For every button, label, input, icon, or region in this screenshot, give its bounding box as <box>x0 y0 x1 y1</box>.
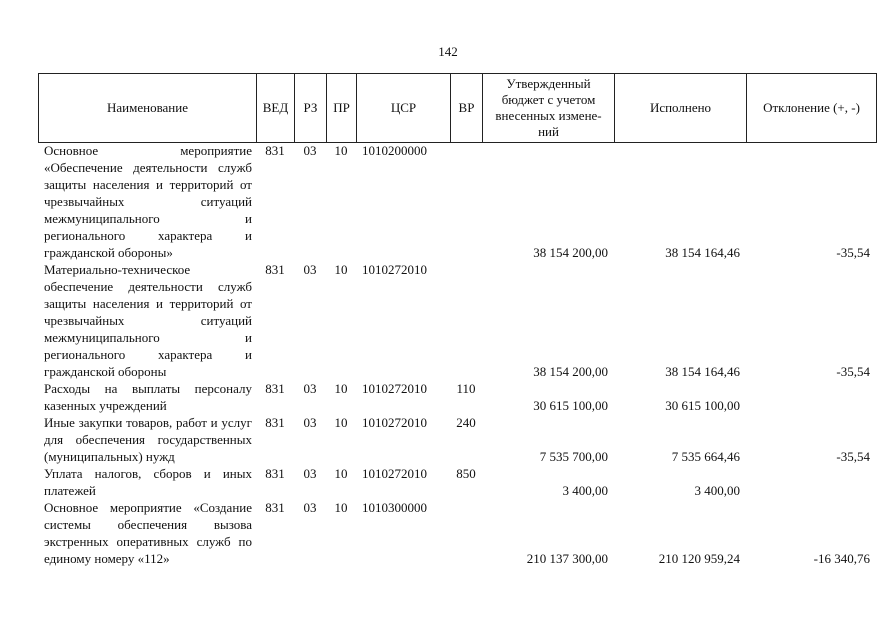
row-name: Основное мероприятие «Создание системы обеспечения вызова экстренных оперативных служб по единому номеру «112» <box>44 500 252 566</box>
header-ved: ВЕД <box>257 74 295 143</box>
row-name: Уплата налогов, сборов и иных платежей <box>44 466 252 498</box>
row-ved: 831 <box>265 500 285 515</box>
row-deviation: -16 340,76 <box>813 551 870 566</box>
row-pr: 10 <box>334 381 348 396</box>
row-approved: 38 154 200,00 <box>533 364 608 379</box>
table-row <box>38 499 876 567</box>
row-deviation: -35,54 <box>836 449 870 464</box>
table-header <box>38 73 877 143</box>
row-executed: 38 154 164,46 <box>665 364 740 379</box>
table-row <box>38 261 876 380</box>
row-executed: 3 400,00 <box>694 483 740 498</box>
row-csr: 1010300000 <box>362 500 427 515</box>
table-row <box>38 142 876 261</box>
row-approved: 3 400,00 <box>562 483 608 498</box>
row-rz: 03 <box>303 415 317 430</box>
row-deviation <box>746 465 876 499</box>
row-name: Материально-техническое обеспечение деятельности служб защиты населения и территорий от чрезвычайных ситуаций межмуниципального и регионального характера и гражданской обороны <box>44 262 252 379</box>
row-executed: 38 154 164,46 <box>665 245 740 260</box>
row-pr: 10 <box>334 466 348 481</box>
row-rz: 03 <box>303 143 317 158</box>
row-approved: 7 535 700,00 <box>539 449 608 464</box>
row-csr: 1010272010 <box>362 262 427 277</box>
row-name: Расходы на выплаты персоналу казенных учреждений <box>44 381 252 413</box>
header-executed: Исполнено <box>615 74 747 143</box>
row-vr <box>450 499 482 567</box>
row-rz: 03 <box>303 262 317 277</box>
row-deviation: -35,54 <box>836 364 870 379</box>
table-row <box>38 414 876 465</box>
row-approved: 38 154 200,00 <box>533 245 608 260</box>
header-rz: РЗ <box>295 74 327 143</box>
row-name: Основное мероприятие «Обеспечение деятельности служб защиты населения и территорий от чрезвычайных ситуаций межмуниципального и регионального характера и гражданской обороны» <box>44 143 252 260</box>
header-deviation: Отклонение (+, -) <box>747 74 877 143</box>
row-rz: 03 <box>303 381 317 396</box>
row-pr: 10 <box>334 500 348 515</box>
header-approved: Утвержденный бюджет с учетом внесенных измене-ний <box>483 74 615 143</box>
row-ved: 831 <box>265 466 285 481</box>
header-csr: ЦСР <box>357 74 451 143</box>
row-vr: 240 <box>456 415 476 430</box>
row-ved: 831 <box>265 262 285 277</box>
row-pr: 10 <box>334 143 348 158</box>
header-pr: ПР <box>327 74 357 143</box>
row-csr: 1010272010 <box>362 415 427 430</box>
row-deviation <box>746 380 876 414</box>
row-executed: 210 120 959,24 <box>658 551 740 566</box>
header-name: Наименование <box>39 74 257 143</box>
row-ved: 831 <box>265 381 285 396</box>
page-number: 142 <box>438 44 458 59</box>
row-ved: 831 <box>265 143 285 158</box>
row-vr: 850 <box>456 466 476 481</box>
row-rz: 03 <box>303 466 317 481</box>
row-csr: 1010200000 <box>362 143 427 158</box>
row-csr: 1010272010 <box>362 381 427 396</box>
table-row <box>38 465 876 499</box>
row-ved: 831 <box>265 415 285 430</box>
row-pr: 10 <box>334 262 348 277</box>
row-deviation: -35,54 <box>836 245 870 260</box>
row-executed: 30 615 100,00 <box>665 398 740 413</box>
header-vr: ВР <box>451 74 483 143</box>
row-rz: 03 <box>303 500 317 515</box>
row-vr <box>450 142 482 261</box>
row-approved: 210 137 300,00 <box>526 551 608 566</box>
row-vr <box>450 261 482 380</box>
row-executed: 7 535 664,46 <box>671 449 740 464</box>
row-csr: 1010272010 <box>362 466 427 481</box>
row-approved: 30 615 100,00 <box>533 398 608 413</box>
row-pr: 10 <box>334 415 348 430</box>
row-vr: 110 <box>456 381 476 396</box>
budget-table <box>38 142 876 567</box>
row-name: Иные закупки товаров, работ и услуг для обеспечения государственных (муниципальных) нужд <box>44 415 252 464</box>
table-row <box>38 380 876 414</box>
